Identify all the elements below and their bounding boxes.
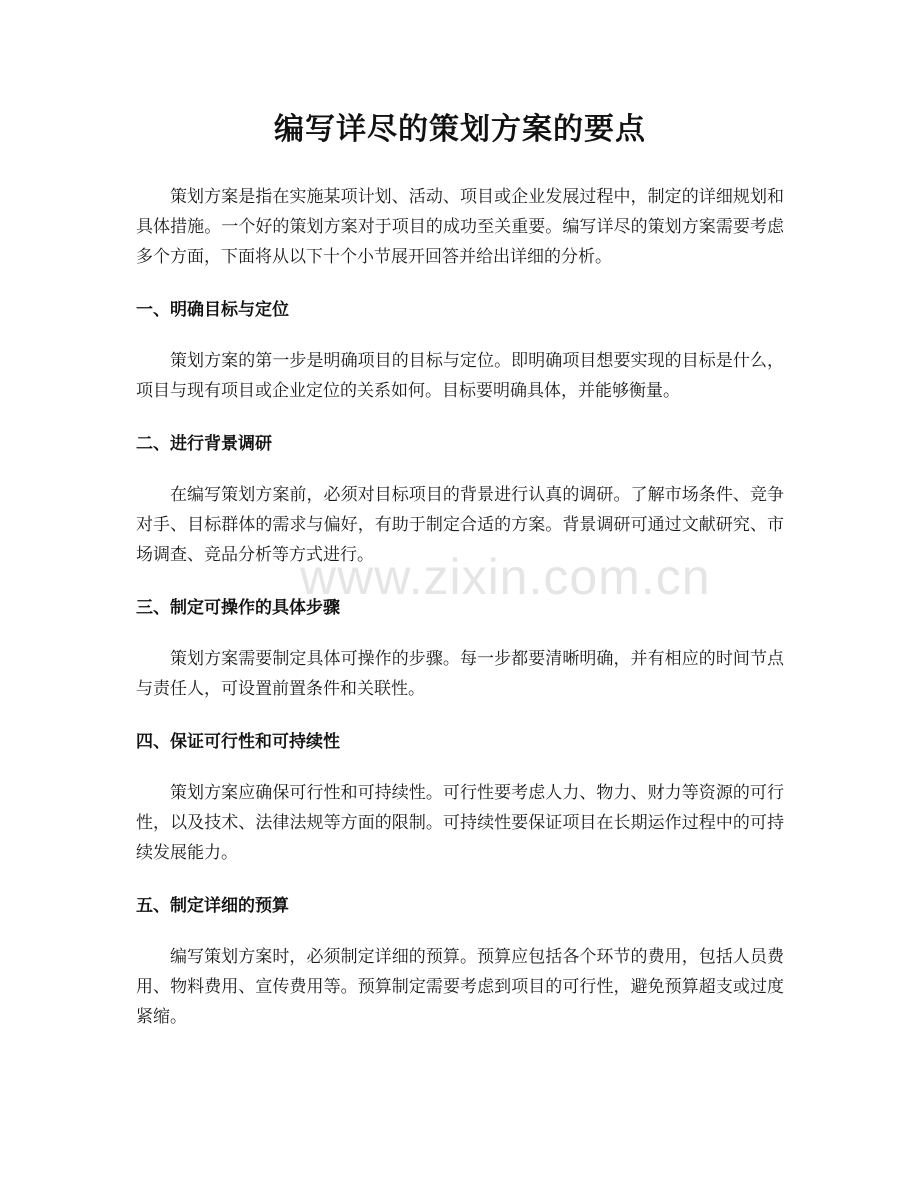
intro-paragraph: 策划方案是指在实施某项计划、活动、项目或企业发展过程中，制定的详细规划和具体措施。一个好的策划方案对于项目的成功至关重要。编写详尽的策划方案需要考虑多个方面，下面将从以下十个小节展开回答并给出详细的分析。 (136, 187, 784, 267)
section-paragraph: 策划方案需要制定具体可操作的步骤。每一步都要清晰明确，并有相应的时间节点与责任人，可设置前置条件和关联性。 (136, 649, 784, 699)
section-5 (136, 886, 784, 1032)
section-paragraph: 编写策划方案时，必须制定详细的预算。预算应包括各个环节的费用，包括人员费用、物料费用、宣传费用等。预算制定需要考虑到项目的可行性，避免预算超支或过度紧缩。 (136, 947, 784, 1027)
section-2 (136, 424, 784, 570)
section-4 (136, 722, 784, 868)
document-title: 编写详尽的策划方案的要点 (274, 112, 646, 147)
watermark-text: www.zixin.com.cn (300, 549, 711, 605)
section-heading: 五、制定详细的预算 (136, 896, 289, 916)
section-paragraph: 策划方案的第一步是明确项目的目标与定位。即明确项目想要实现的目标是什么，项目与现有项目或企业定位的关系如何。目标要明确具体，并能够衡量。 (136, 351, 784, 401)
section-heading: 三、制定可操作的具体步骤 (136, 598, 340, 618)
section-heading: 一、明确目标与定位 (136, 300, 289, 320)
intro-block (136, 182, 784, 272)
section-heading: 二、进行背景调研 (136, 434, 272, 454)
section-1 (136, 290, 784, 406)
section-heading: 四、保证可行性和可持续性 (136, 732, 340, 752)
section-3 (136, 588, 784, 704)
section-paragraph: 策划方案应确保可行性和可持续性。可行性要考虑人力、物力、财力等资源的可行性，以及技术、法律法规等方面的限制。可持续性要保证项目在长期运作过程中的可持续发展能力。 (136, 783, 784, 863)
section-paragraph: 在编写策划方案前，必须对目标项目的背景进行认真的调研。了解市场条件、竞争对手、目标群体的需求与偏好，有助于制定合适的方案。背景调研可通过文献研究、市场调查、竞品分析等方式进行。 (136, 485, 784, 565)
